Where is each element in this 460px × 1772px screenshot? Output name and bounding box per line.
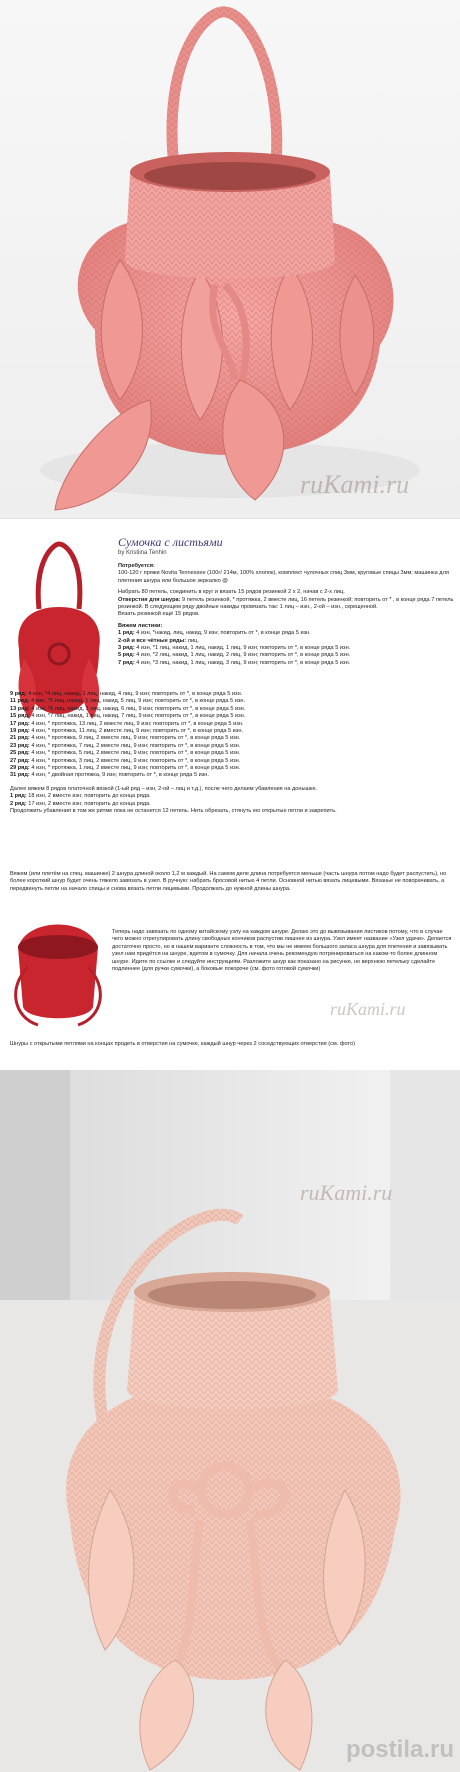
leaf-row-right-3 (118, 652, 454, 659)
row-label: 31 ряд: (10, 772, 30, 779)
knot-text: Теперь надо завязать по одному китайскому узлу на каждом шнуре. Делаю это до вывязывания листиков потому, что в случае чего можно отрегулировать длину свободных кончиков распустив лишнее из шнура. Узел имеет название «Узел удачи». Делается достаточно просто, но в нашем варианте сложность в том, что мы не имеем большого запаса шнура для плетения и завязывать узел нам придётся на шнуре, вдетом в сумочку. Для начала очень рекомендую потренироваться на каком-то более длинном шнуре. Идите по ссылке и следуйте инструкциям. Разложите шнур как показано на рисунке, но верхнюю петельку сделайте подлиннее (для ручки сумочки), а боковые покороче (см. фото готовой сумочки) (112, 929, 452, 973)
row-text: 4 изн, * протяжка, 9 лиц, 2 вместе лиц, 9 изн; повторить от *, в конце ряда 5 изн. (31, 735, 241, 742)
bag-photo-top (0, 0, 460, 518)
row-label: 5 ряд: (118, 652, 135, 659)
leaf-row-10 (10, 765, 454, 772)
leaf-row-1 (10, 698, 454, 705)
leaf-row-right-0 (118, 630, 454, 637)
leaf-row-9 (10, 758, 454, 765)
row-label: 2-ой и все чётные ряды: (118, 637, 187, 644)
cord-text: Вяжем (или плетём на спец. машинке) 2 шнура длиной около 1,2 м каждый. На самом деле длина потребуется меньше (часть шнура потом надо будет распустить), но более короткий шнур будет очень тяжело завязать в узел. В ручную: набрать бросовой нитью 4 петли. Основной нитью вязать лицевыми. Вязанье не поворачивать, а передвинуть петли на начало спицы и снова вязать петли лицевыми. Продолжать до нужной длины шнура. (10, 871, 447, 892)
intro-text: Набрать 80 петель, соединить в круг и вязать 15 рядов резинкой 2 х 2, начав с 2-х лиц. (118, 589, 345, 596)
row-label: 17 ряд: (10, 720, 30, 727)
final-text: Шнуры с открытыми петлями на концах продеть в отверстия на сумочке, каждый шнур через 2 соседствующих отверстия (см. фото) (10, 1041, 355, 1047)
pattern-document (0, 518, 460, 1071)
row-text: 4 изн, *2 лиц, накид, 1 лиц, накид, 2 лиц, 9 изн; повторить от *, в конце ряда 5 изн. (136, 652, 351, 659)
row-text: 4 изн, * протяжка, 13 лиц, 2 вместе лиц, 9 изн; повторить от *, в конце ряда 5 изн. (31, 720, 244, 727)
row-text: лиц. (187, 637, 199, 644)
leaf-row-7 (10, 743, 454, 750)
decrease-row-0 (10, 793, 454, 800)
leaf-row-11 (10, 772, 454, 779)
decrease-intro: Далее вяжем 8 рядов платочной вязкой (1-ый ряд – изн, 2-ой – лиц и т.д.), после чего делаем убавления на донышке. (10, 785, 318, 792)
leaf-row-right-4 (118, 660, 454, 667)
row-label: 27 ряд: (10, 757, 30, 764)
row-text: 4 изн, *1 лиц, накид, 1 лиц, накид, 1 лиц, 9 изн; повторить от *, в конце ряда 5 изн. (136, 645, 351, 652)
leaf-rows-full (10, 691, 454, 816)
decrease-rows (10, 793, 454, 808)
leaf-row-5 (10, 728, 454, 735)
row-label: 1 ряд: (118, 630, 135, 637)
row-text: 4 изн, *5 лиц, накид, 1 лиц, накид, 5 лиц, 9 изн; повторить от *, в конце ряда 5 изн. (31, 698, 246, 705)
watermark-photo2: ruKami.ru (300, 1180, 393, 1205)
leaf-row-6 (10, 735, 454, 742)
leaf-row-right-1 (118, 638, 454, 645)
row-label: 11 ряд: (10, 698, 30, 705)
leaf-row-8 (10, 750, 454, 757)
watermark-doc: ruKami.ru (330, 999, 406, 1019)
row-label: 29 ряд: (10, 765, 30, 772)
row-text: 4 изн, * протяжка, 5 лиц, 2 вместе лиц, 9 изн; повторить от *, в конце ряда 5 изн. (31, 750, 241, 757)
decrease-row-1 (10, 801, 454, 808)
row-text: 4 изн, * протяжка, 1 лиц, 2 вместе лиц, 9 изн; повторить от *, в конце ряда 5 изн. (31, 765, 241, 772)
row-label: 23 ряд: (10, 742, 30, 749)
leaves-heading: Вяжем листики: (118, 622, 163, 629)
leaf-row-2 (10, 706, 454, 713)
holes-after: Вязать резинкой ещё 15 рядов. (118, 611, 200, 618)
leaf-row-3 (10, 713, 454, 720)
row-label: 19 ряд: (10, 728, 30, 735)
row-label: 2 ряд: (10, 800, 27, 807)
leaf-row-4 (10, 721, 454, 728)
row-label: 3 ряд: (118, 645, 135, 652)
row-label: 7 ряд: (118, 659, 135, 666)
pink-bag-illustration (0, 0, 460, 518)
materials-text: 100-120 г пряжи Novita Tennessee (100г/ 214м, 100% хлопок), комплект чулочных спиц 3мм, круговые спицы 3мм; машинка для плетения шнура или большое зеркалко @ (118, 570, 449, 584)
row-label: 13 ряд: (10, 705, 30, 712)
leaf-row-right-2 (118, 645, 454, 652)
row-text: 4 изн, * протяжка, 3 лиц, 2 вместе лиц, 9 изн; повторить от *, в конце ряда 5 изн. (31, 757, 241, 764)
leaf-rows-right (118, 630, 454, 667)
row-label: 21 ряд: (10, 735, 30, 742)
bag-photo-bottom (0, 1070, 460, 1772)
pattern-author: by Kristiina Tenhin (118, 550, 167, 556)
red-bag-cords-thumbnail (8, 907, 108, 1027)
watermark: ruKami.ru (300, 470, 410, 499)
row-text: 4 изн, *7 лиц, накид, 1 лиц, накид, 7 лиц, 9 изн; повторить от *, в конце ряда 5 изн. (31, 713, 246, 720)
row-label: 9 ряд: (10, 691, 27, 697)
site-logo: postila.ru (345, 1736, 454, 1763)
row-text: 4 изн, *6 лиц, накид, 1 лиц, накид, 6 лиц, 9 изн; повторить от *, в конце ряда 5 изн. (31, 705, 246, 712)
row-label: 25 ряд: (10, 750, 30, 757)
holes-heading: Отверстия для шнура: (118, 596, 181, 603)
row-text: 4 изн, * протяжка, 11 лиц, 2 вместе лиц, 9 изн; повторить от *, в конце ряда 5 изн. (31, 728, 243, 735)
materials-heading: Потребуется: (118, 563, 155, 569)
row-text: 4 изн, * протяжка, 7 лиц, 2 вместе лиц, 9 изн; повторить от *, в конце ряда 5 изн. (31, 742, 241, 749)
row-label: 1 ряд: (10, 793, 27, 800)
leaf-row-0 (10, 691, 454, 698)
holes-text: 9 петель резинкой, * протяжка, 2 вместе лиц, 16 петель резинкой; повторить от * , в конце ряда 7 петель резинкой. В следующем ряду двойные накиды провязать так: 1 лиц – изн., 2-ой – изн., скрещенной. (118, 596, 454, 611)
pattern-title: Сумочка с листьями (118, 535, 223, 549)
row-text: 4 изн, *3 лиц, накид, 1 лиц, накид, 3 лиц, 9 изн; повторить от *, в конце ряда 5 изн. (136, 659, 351, 666)
row-text: 18 изн, 2 вместе изн; повторить до конца ряда. (28, 793, 151, 800)
peach-bag-illustration (0, 1070, 460, 1772)
row-text: 4 изн, * двойная протяжка, 9 изн; повторить от *, в конце ряда 5 изн. (31, 772, 209, 779)
row-text: 4 изн, *4 лиц, накид, 1 лиц, накид, 4 лиц, 9 изн; повторить от *, в конце ряда 5 изн. (28, 691, 243, 697)
row-text: 17 изн, 2 вместе изн; повторить до конца ряда. (28, 800, 151, 807)
decrease-end: Продолжить убавления в том же ритме пока не останется 12 петель. Нить обрезать, стянуть ею открытые петли и закрепить. (10, 808, 337, 815)
row-text: 4 изн, *накид, лиц, накид, 9 изн; повторить от *, в конце ряда 5 изн. (136, 630, 311, 637)
row-label: 15 ряд: (10, 713, 30, 720)
materials-section (118, 563, 454, 667)
